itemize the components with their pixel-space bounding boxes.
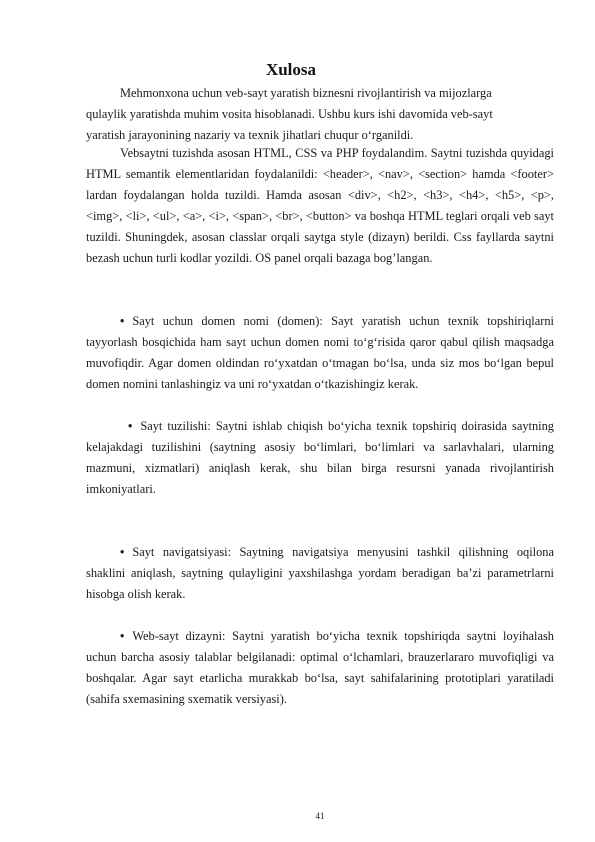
- bullet-icon: •: [128, 419, 133, 433]
- intro-line: Mehmonxona uchun veb-sayt yaratish biznesni rivojlantirish va mijozlarga: [120, 86, 492, 100]
- intro-line: qulaylik yaratishda muhim vosita hisoblanadi. Ushbu kurs ishi davomida veb-sayt: [86, 107, 493, 121]
- page-number: 41: [315, 811, 325, 821]
- bullet-icon: •: [120, 545, 125, 559]
- bullet-item-structure: [86, 416, 554, 500]
- bullet-item-domain: [86, 311, 554, 395]
- intro-line: yaratish jarayonining nazariy va texnik jihatlari chuqur o‘rganildi.: [86, 128, 414, 142]
- bullet-item-navigation: [86, 542, 554, 605]
- intro-paragraph: [86, 83, 546, 146]
- bullet-text: Sayt tuzilishi: Saytni ishlab chiqish bo‘yicha texnik topshiriq doirasida saytning kelajakdagi tuzilishini (saytning asosiy bo‘limlari, bo‘limlari va sarlavhalari, ularning mazmuni, xizmatlari) aniqlash kerak, shu bilan birga resursni yanada rivojlantirish imkoniyatlari.: [86, 419, 554, 496]
- bullet-icon: •: [120, 629, 125, 643]
- bullet-text: Sayt uchun domen nomi (domen): Sayt yaratish uchun texnik topshiriqlarni tayyorlash bosqichida ham sayt uchun domen nomi to‘g‘risida qaror qabul qilish maqsadga muvofiqdir. Agar domen oldindan ro‘yxatdan o‘tmagan bo‘lsa, unda siz mos bo‘lgan bepul domen nomini tanlashingiz va uni ro‘yxatdan o‘tkazishingiz kerak.: [86, 314, 554, 391]
- page-title: Xulosa: [265, 60, 317, 79]
- bullet-text: Web-sayt dizayni: Saytni yaratish bo‘yicha texnik topshiriqda saytni loyihalash uchun barcha asosiy talablar belgilanadi: optimal o‘lchamlari, brauzerlararo muvofiqligi va boshqalar. Agar sayt etarlicha murakkab bo‘lsa, sayt sahifalarining prototiplari yaratiladi (sahifa sxemasining sxematik versiyasi).: [86, 629, 554, 706]
- bullet-icon: •: [120, 314, 125, 328]
- bullet-text: Sayt navigatsiyasi: Saytning navigatsiya menyusini tashkil qilishning oqilona shaklini aniqlash, saytning qulayligini yaxshilashga yordam beradigan ba’zi parametrlarni hisobga olish kerak.: [86, 545, 554, 601]
- bullet-item-design: [86, 626, 554, 710]
- tech-paragraph: Vebsaytni tuzishda asosan HTML, CSS va PHP foydalandim. Saytni tuzishda quyidagi HTML semantik elementlaridan foydalanildi: <header>, <nav>, <section> hamda <footer> lardan foydalangan holda tuzildi. Hamda asosan <div>, <h2>, <h3>, <h4>, <h5>, <p>, <img>, <li>, <ul>, <a>, <i>, <span>, <br>, <button> va boshqa HTML teglari orqali veb sayt tuzildi. Shuningdek, asosan classlar orqali saytga style (dizayn) berildi. Css fayllarda saytni bezash uchun turli kodlar yozildi. OS panel orqali bazaga bog’langan.: [86, 146, 554, 265]
